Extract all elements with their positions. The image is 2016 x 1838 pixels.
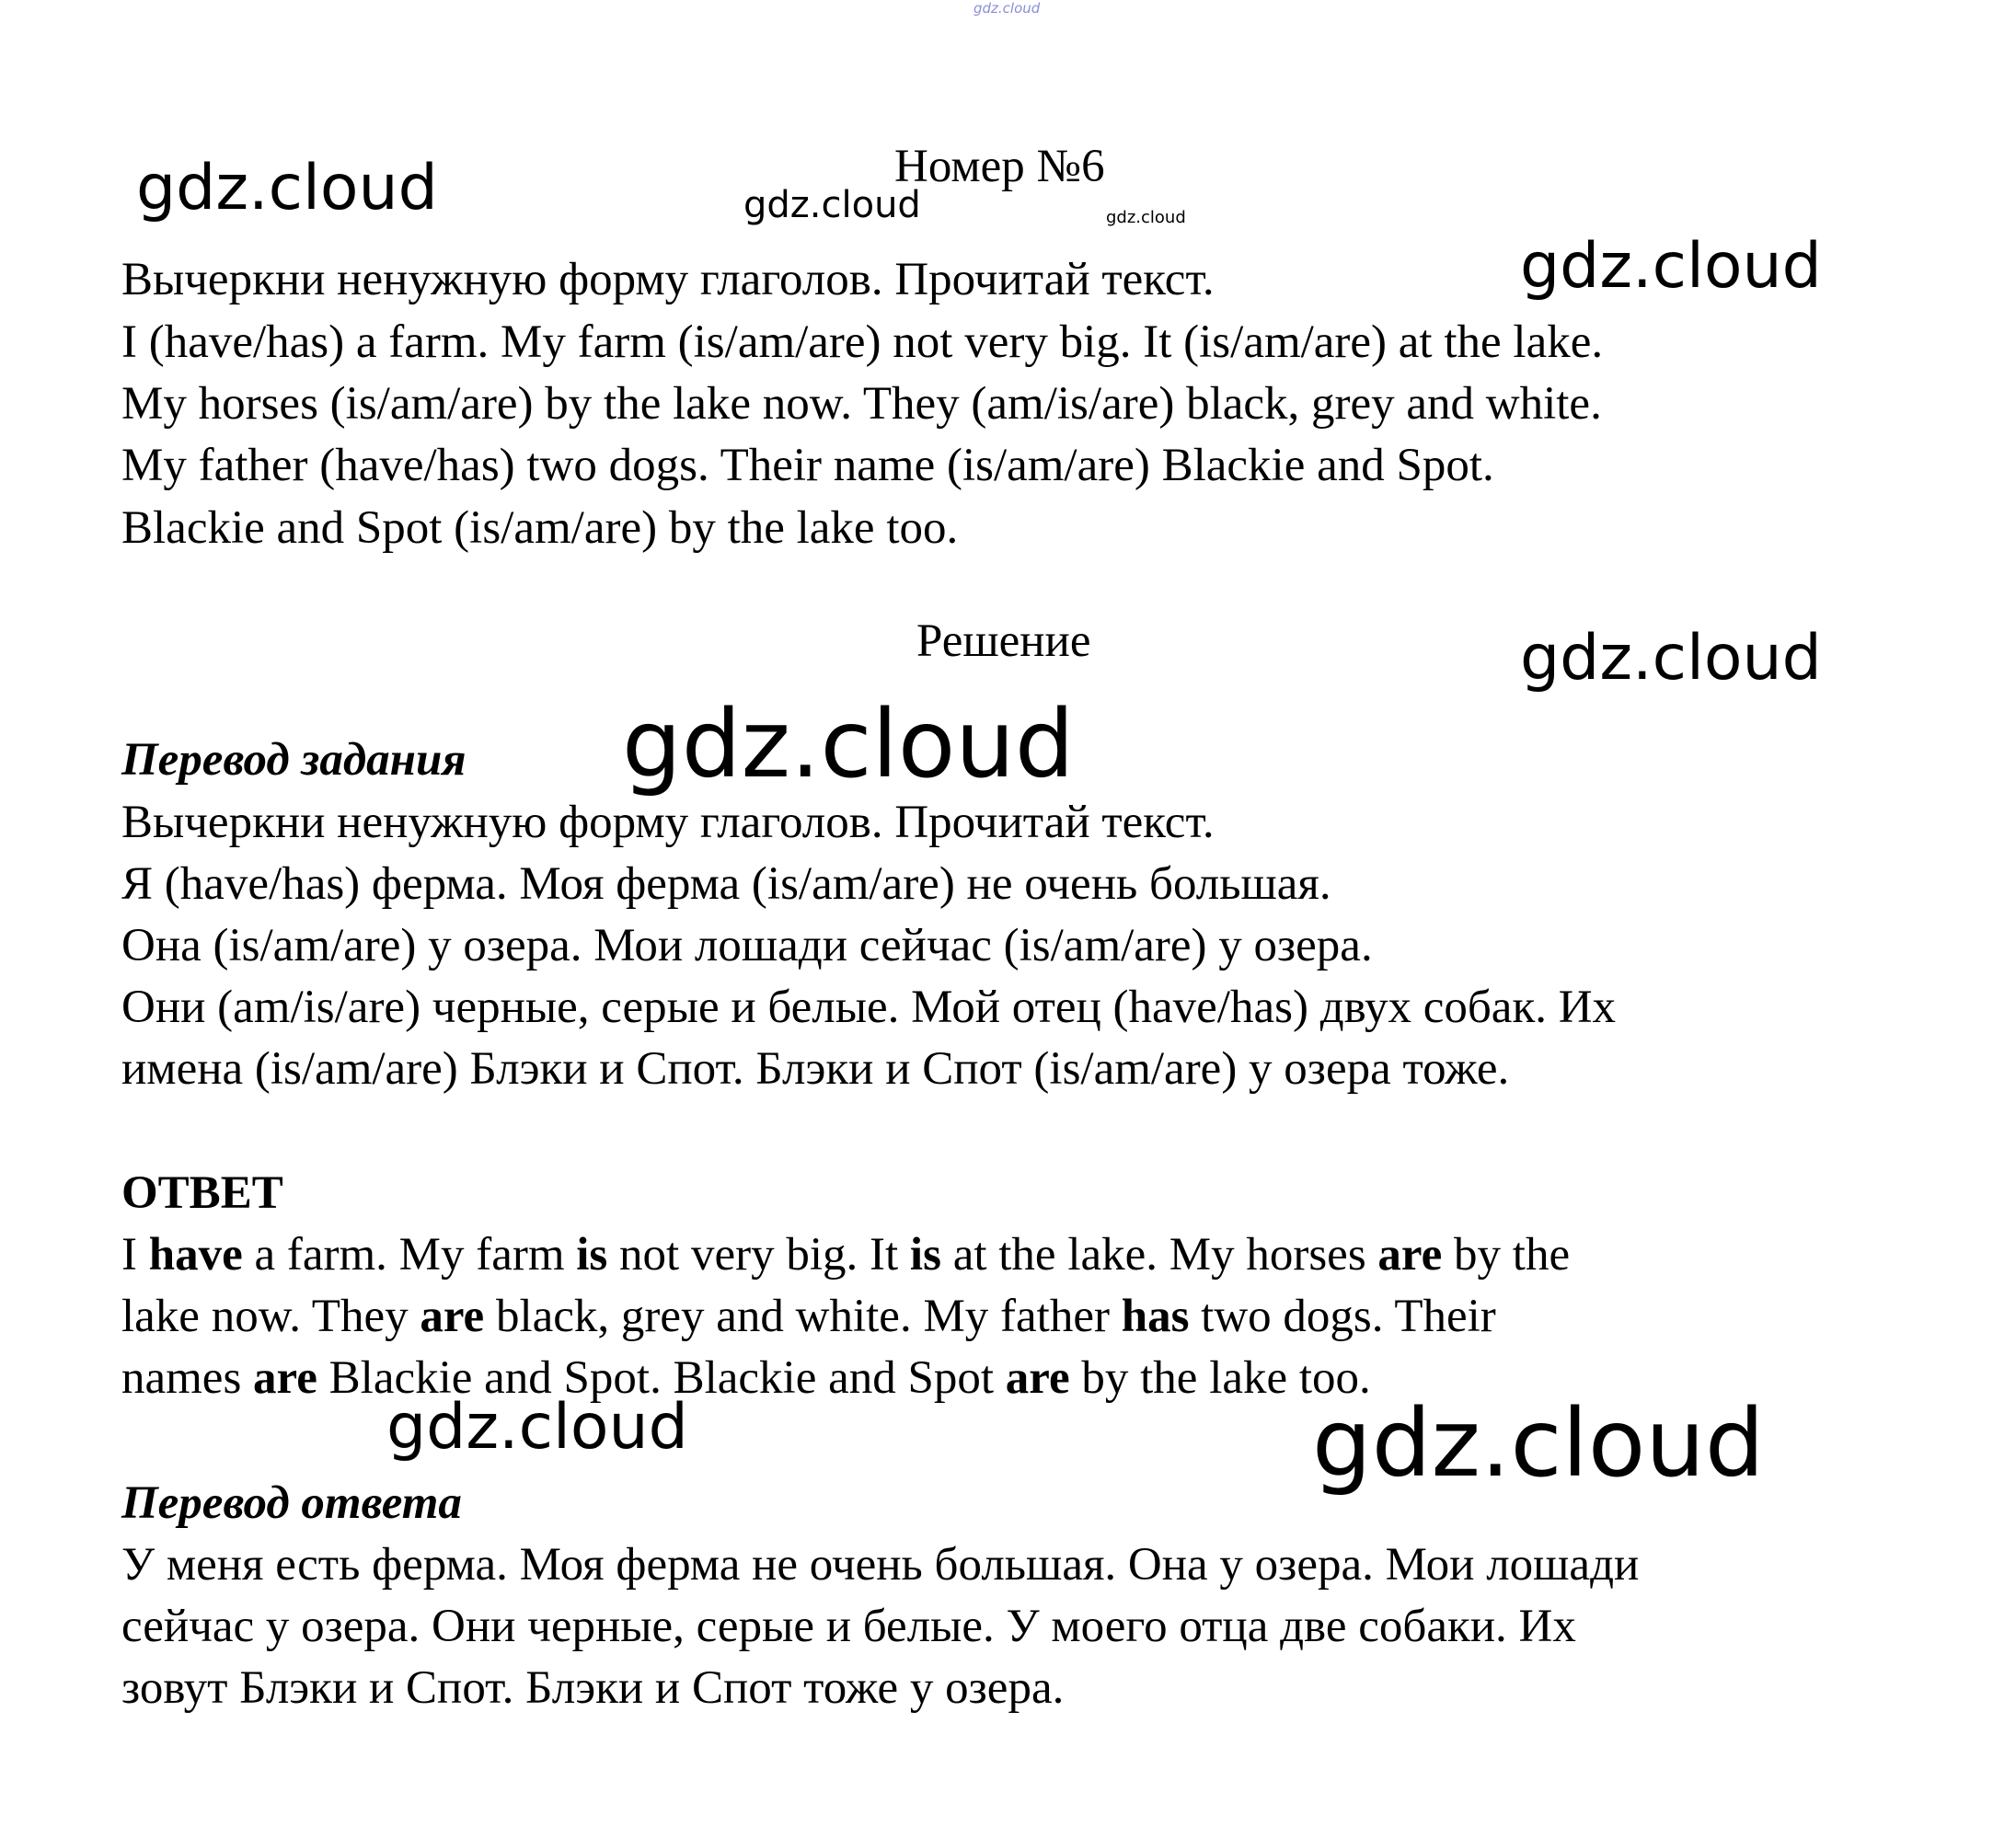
answer-text: black, grey and white. My father: [484, 1291, 1122, 1342]
task-line: Blackie and Spot (is/am/are) by the lake too.: [121, 502, 959, 554]
answer-verb: have: [148, 1229, 243, 1281]
page-title: Номер №6: [894, 141, 1105, 192]
answer-text: lake now. They: [121, 1291, 420, 1342]
answer-translation-line: сейчас у озера. Они черные, серые и белые. У моего отца две собаки. Их: [121, 1601, 1576, 1652]
answer-verb: are: [1377, 1229, 1443, 1281]
answer-line-1: [121, 1223, 1570, 1286]
solution-heading: Решение: [916, 615, 1091, 667]
answer-text: Blackie and Spot. Blackie and Spot: [317, 1352, 1006, 1404]
translation-line: Она (is/am/are) у озера. Мои лошади сейчас (is/am/are) у озера.: [121, 920, 1373, 971]
answer-text: names: [121, 1352, 254, 1404]
answer-translation-line: зовут Блэки и Спот. Блэки и Спот тоже у озера.: [121, 1662, 1065, 1714]
watermark-top: gdz.cloud: [973, 0, 1041, 17]
answer-text: by the lake too.: [1069, 1352, 1371, 1404]
translation-line: Они (am/is/are) черные, серые и белые. Мой отец (have/has) двух собак. Их: [121, 982, 1617, 1033]
watermark-4: gdz.cloud: [1520, 230, 1822, 303]
watermark-3: gdz.cloud: [1106, 208, 1186, 227]
task-line: My horses (is/am/are) by the lake now. They (am/is/are) black, grey and white.: [121, 378, 1602, 430]
answer-text: by the: [1442, 1229, 1571, 1281]
watermark-2: gdz.cloud: [743, 184, 921, 226]
answer-line-2: [121, 1285, 1496, 1348]
answer-verb: are: [1005, 1352, 1070, 1404]
watermark-7: gdz.cloud: [386, 1391, 688, 1464]
answer-translation-line: У меня есть ферма. Моя ферма не очень большая. Она у озера. Мои лошади: [121, 1539, 1640, 1591]
answer-verb: is: [909, 1229, 941, 1281]
answer-line-3: [121, 1347, 1371, 1409]
answer-verb: are: [253, 1352, 317, 1404]
answer-verb: are: [420, 1291, 485, 1342]
watermark-1: gdz.cloud: [136, 152, 438, 224]
task-line: I (have/has) a farm. My farm (is/am/are) not very big. It (is/am/are) at the lake.: [121, 316, 1604, 368]
answer-text: not very big. It: [607, 1229, 910, 1281]
task-line: My father (have/has) two dogs. Their name (is/am/are) Blackie and Spot.: [121, 440, 1494, 491]
answer-text: at the lake. My horses: [940, 1229, 1378, 1281]
answer-text: two dogs. Their: [1189, 1291, 1496, 1342]
answer-verb: is: [576, 1229, 608, 1281]
watermark-5: gdz.cloud: [1520, 622, 1822, 695]
answer-text: a farm. My farm: [242, 1229, 577, 1281]
answer-text: I: [121, 1229, 149, 1281]
watermark-8: gdz.cloud: [1312, 1389, 1765, 1499]
translation-line: Я (have/has) ферма. Моя ферма (is/am/are) не очень большая.: [121, 858, 1331, 910]
task-translation-heading: Перевод задания: [121, 734, 467, 786]
answer-verb: has: [1121, 1291, 1190, 1342]
answer-heading: ОТВЕТ: [121, 1167, 283, 1219]
task-instruction: Вычеркни ненужную форму глаголов. Прочитай текст.: [121, 254, 1215, 305]
answer-translation-heading: Перевод ответа: [121, 1477, 462, 1529]
translation-line: Вычеркни ненужную форму глаголов. Прочитай текст.: [121, 797, 1215, 848]
translation-line: имена (is/am/are) Блэки и Спот. Блэки и Спот (is/am/are) у озера тоже.: [121, 1043, 1510, 1095]
watermark-6: gdz.cloud: [622, 690, 1075, 799]
